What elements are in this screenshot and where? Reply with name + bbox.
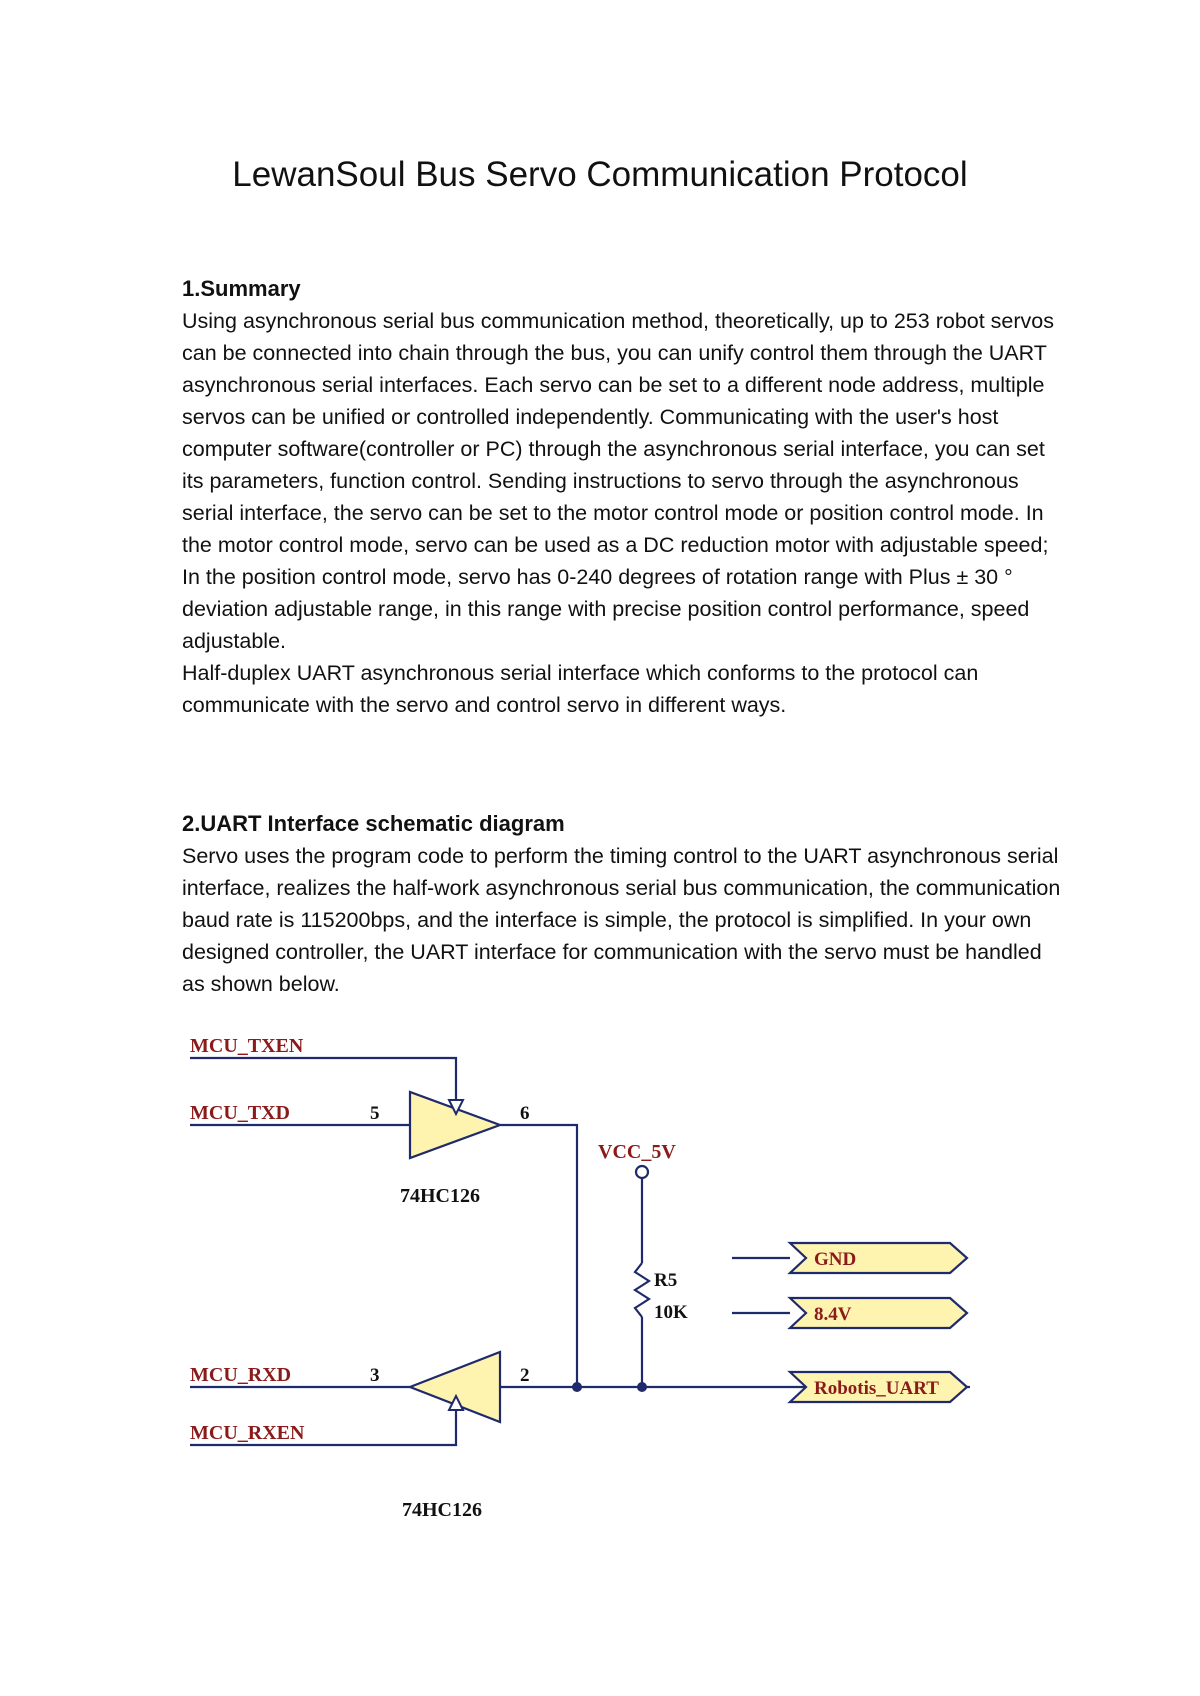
junction-dot-pullup xyxy=(637,1382,647,1392)
chip-label-top: 74HC126 xyxy=(400,1185,480,1207)
label-mcu-rxd: MCU_RXD xyxy=(190,1364,292,1386)
section-heading-summary: 1.Summary xyxy=(182,276,301,301)
vcc-terminal xyxy=(636,1166,648,1178)
resistor-name-label: R5 xyxy=(654,1270,678,1291)
resistor-r5-symbol xyxy=(635,1263,649,1317)
document-title: LewanSoul Bus Servo Communication Protocol xyxy=(232,155,968,194)
pin-5-label: 5 xyxy=(370,1103,380,1124)
section-uart-interface xyxy=(182,808,1062,1000)
junction-dot-bus xyxy=(572,1382,582,1392)
section-heading-uart: 2.UART Interface schematic diagram xyxy=(182,811,565,836)
wire-tx-out xyxy=(500,1125,577,1387)
summary-paragraph-2: Half-duplex UART asynchronous serial interface which conforms to the protocol can communicate with the servo and control servo in different ways. xyxy=(182,661,979,717)
uart-schematic-diagram xyxy=(190,1030,1030,1550)
resistor-value-label: 10K xyxy=(654,1302,688,1323)
port-84v-label: 8.4V xyxy=(814,1304,852,1325)
pin-6-label: 6 xyxy=(520,1103,530,1124)
uart-paragraph-1: Servo uses the program code to perform the timing control to the UART asynchronous serial interface, realizes the half-work asynchronous serial bus communication, the communication baud rate is 115200bps, and the interface is simple, the protocol is simplified. In your own designed controller, the UART interface for communication with the servo must be handled as shown below. xyxy=(182,844,1061,996)
pin-2-label: 2 xyxy=(520,1365,530,1386)
label-mcu-rxen: MCU_RXEN xyxy=(190,1422,305,1444)
section-summary xyxy=(182,273,1062,721)
label-mcu-txen: MCU_TXEN xyxy=(190,1035,304,1057)
summary-paragraph-1: Using asynchronous serial bus communication method, theoretically, up to 253 robot servos can be connected into chain through the bus, you can unify control them through the UART asynchronous serial interfaces. Each servo can be set to a different node address, multiple servos can be unified or controlled independently. Communicating with the user's host computer software(controller or PC) through the asynchronous serial interface, you can set its parameters, function control. Sending instructions to servo through the asynchronous serial interface, the servo can be set to the motor control mode or position control mode. In the motor control mode, servo can be used as a DC reduction motor with adjustable speed; In the position control mode, servo has 0-240 degrees of rotation range with Plus ± 30 ° deviation adjustable range, in this range with precise position control performance, speed adjustable. xyxy=(182,309,1054,653)
label-mcu-txd: MCU_TXD xyxy=(190,1102,290,1124)
port-uart-label: Robotis_UART xyxy=(814,1378,939,1399)
vcc-label: VCC_5V xyxy=(598,1141,676,1163)
port-gnd-label: GND xyxy=(814,1249,857,1270)
pin-3-label: 3 xyxy=(370,1365,380,1386)
chip-label-bottom: 74HC126 xyxy=(402,1499,482,1521)
